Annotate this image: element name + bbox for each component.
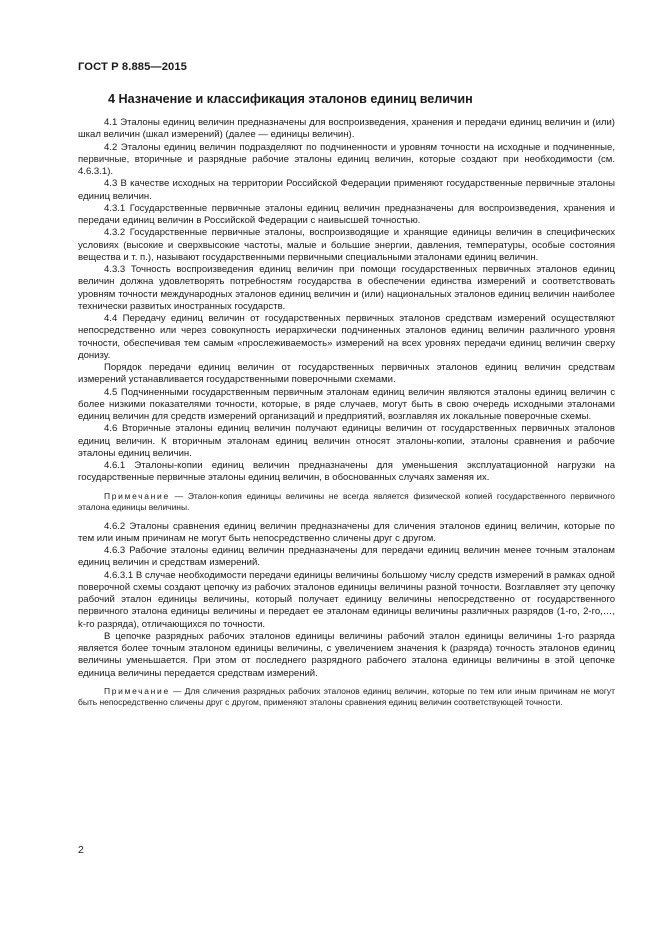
paragraph-4-3-3: 4.3.3 Точность воспроизведения единиц величин при помощи государственных первичных эталонов единиц величин должна удовлетворять потребностям государства в обеспечении единства измерений и соответствовать уровням точности международных эталонов единиц величин и (или) национальных эталонов единиц величин наиболее технически развитых иностранных государств. [78,264,615,312]
paragraph-4-5: 4.5 Подчиненными государственным первичным эталонам единиц величин являются эталоны единиц величин с более низкими показателями точности, которые, в ряде случаев, могут быть в свою очередь исходными эталонами единиц величин для средств измерений организаций и предприятий, возглавляя их локальные поверочные схемы. [78,386,615,422]
paragraph-4-3-1: 4.3.1 Государственные первичные эталоны единиц величин предназначены для воспроизведения, хранения и передачи единиц величин в Российской Федерации с наивысшей точностью. [78,202,615,226]
note-text: — Для сличения разрядных рабочих эталонов единиц величин, которые по тем или иным причинам не могут быть непосредственно сличены друг с другом, применяют эталоны сравнения единиц величин соответствующей точности. [78,685,615,708]
paragraph-4-6-2: 4.6.2 Эталоны сравнения единиц величин предназначены для сличения эталонов единиц величин, которые по тем или иным причинам не могут быть непосредственно сличены друг с другом. [78,520,615,544]
note-1 [78,491,615,513]
paragraph-4-6-1: 4.6.1 Эталоны-копии единиц величин предназначены для уменьшения эксплуатационной нагрузки на государственные первичные эталоны единиц величин, в обоснованных случаях заменяя их. [78,460,615,484]
paragraph-4-1: 4.1 Эталоны единиц величин предназначены для воспроизведения, хранения и передачи единиц величин и (или) шкал величин (шкал измерений) (далее — единицы величин). [78,117,615,141]
paragraph-4-4: 4.4 Передачу единиц величин от государственных первичных эталонов средствам измерений осуществляют непосредственно или через совокупность иерархически подчиненных эталонов единиц величин различного уровня точности, обеспечивая тем самым «прослеживаемость» измерений на всех уровнях передачи единиц величин сверху донизу. [78,313,615,361]
paragraph-4-6-3: 4.6.3 Рабочие эталоны единиц величин предназначены для передачи единиц величин менее точным эталонам единиц величин и средствам измерений. [78,545,615,569]
page-number: 2 [78,844,84,856]
paragraph-4-6-3-1: 4.6.3.1 В случае необходимости передачи единицы величины большому числу средств измерений в рамках одной поверочной схемы создают цепочку из рабочих эталонов единицы величины разной точности. Возглавляет эту цепочку рабочий эталон единицы величины, который получает единицу величины непосредственно от государственного первичного эталона единицы величины и передает ее эталонам единицы величины различных разрядов (1-го, 2-го,…, k-го разряда), отличающихся по точности. [78,569,615,630]
note-2 [78,686,615,708]
paragraph-4-3-2: 4.3.2 Государственные первичные эталоны, воспроизводящие и хранящие единицы величин в специфических условиях (высокие и сверхвысокие частоты, малые и большие энергии, давления, температуры, особые состояния вещества и т. п.), называют государственными первичными специальными эталонами единиц величин. [78,227,615,263]
paragraph-4-3: 4.3 В качестве исходных на территории Российской Федерации применяют государственные первичные эталоны единиц величин. [78,178,615,202]
paragraph-4-6-3-1-continued: В цепочке разрядных рабочих эталонов единицы величины рабочий эталон единицы величины 1-го разряда является более точным эталоном единицы величины, с увеличением значения k (разряда) точность эталонов единиц величины уменьшается. При этом от последнего разрядного рабочего эталона единицы величины в этой цепочке единица величины передается средствам измерений. [78,630,615,679]
note-label: Примечание [104,685,170,696]
paragraph-4-2: 4.2 Эталоны единиц величин подразделяют по подчиненности и уровням точности на исходные и подчиненные, первичные, вторичные и разрядные рабочие эталоны единиц величин, которые создают при необходимости (см. 4.6.3.1). [78,141,615,177]
paragraph-4-6: 4.6 Вторичные эталоны единиц величин получают единицы величин от государственных первичных эталонов единиц величин. К вторичным эталонам единиц величин относят эталоны-копии, эталоны сравнения и рабочие эталоны единиц величин. [78,423,615,459]
note-text: — Эталон-копия единицы величины не всегда является физической копией государственного первичного эталона единицы величины. [78,490,615,512]
paragraph-4-4-continued: Порядок передачи единиц величин от государственных первичных эталонов единиц величин средствам измерений устанавливается государственными поверочными схемами. [78,362,615,386]
section-title: 4 Назначение и классификация эталонов единиц величин [108,92,473,106]
note-label: Примечание [104,490,170,501]
document-body [78,117,615,716]
document-header: ГОСТ Р 8.885—2015 [78,61,187,73]
